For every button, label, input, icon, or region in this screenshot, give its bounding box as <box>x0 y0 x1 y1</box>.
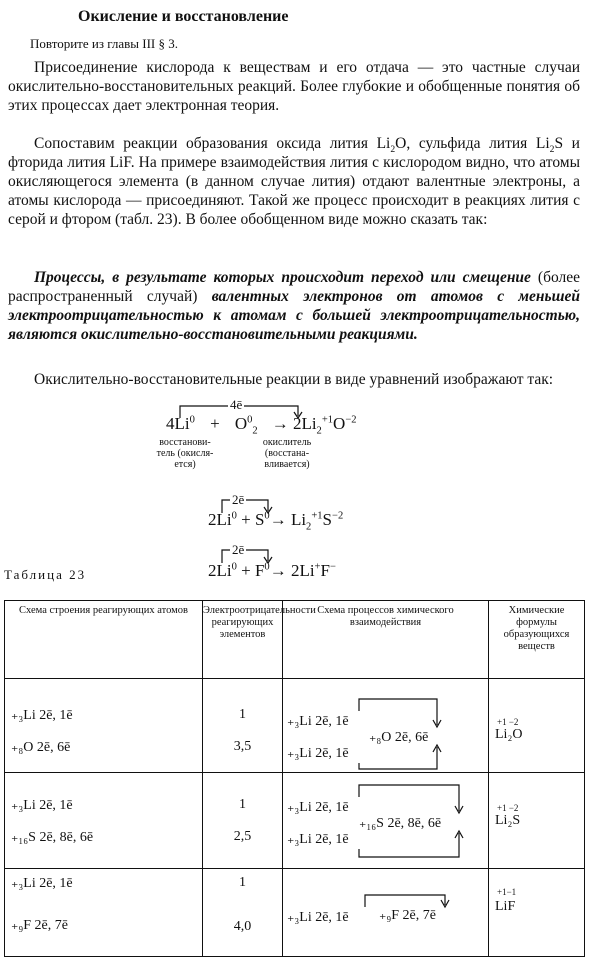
paragraph-1: Присоединение кислорода к веществам и его отдача — это частные случаи окислительно-восстановительных реакций. Более глубокие и обобщенные понятия об этих процессах дает электронная теория. <box>8 59 580 114</box>
paragraph-2: Сопоставим реакции образования оксида лития $Li_2O$, сульфида лития $Li_2S$ и фторида лития LiF. На примере взаимодействия лития с кислородом видно, что атомы окисляющегося элемента (в данном случае лития) отдают валентные электроны, а атомы кислорода — присоединяют. Такой же процесс происходит в реакциях лития с серой и фтором (табл. 23). В более обобщенном виде можно сказать так: <box>8 135 580 228</box>
formula-lif: LiF <box>495 899 516 914</box>
header-electronegativity: Электроотрицательности реагирующих элементов <box>203 601 283 679</box>
formula-charges: +1 −2 <box>497 717 519 727</box>
en-value: 2,5 <box>233 829 252 844</box>
en-value: 1 <box>239 707 246 722</box>
transfer-label-1: 4ē <box>230 397 243 412</box>
en-value: 3,5 <box>233 739 252 754</box>
process-line: ₊₈O 2ē, 6ē <box>369 730 429 745</box>
paragraph-4: Окислительно-восстановительные реакции в виде уравнений изображают так: <box>34 371 554 388</box>
equation-1: $4Li^0 + O^0_2 \to 2Li_2^{+1}O^{-2}$ <box>166 414 357 437</box>
en-value: 1 <box>239 875 246 890</box>
definition-paragraph: Процессы, в результате которых происходит переход или смещение (более распространенный случай) валентных электронов от атомов с меньшей электроотрицательностью к атомам с большей электроотрицательностью, являются окислительно-восстановительными реакциями. <box>8 269 580 343</box>
process-line: ₊₁₆S 2ē, 8ē, 6ē <box>359 816 442 831</box>
table-header-row <box>5 601 585 679</box>
section-title: Окисление и восстановление <box>78 8 289 25</box>
equation-2: $2Li^0 + S^0\to Li_2^{+1}S^{-2}$ <box>208 510 344 533</box>
formula-charges: +1−1 <box>497 887 517 897</box>
atom-line: ₊₃Li 2ē, 1ē <box>11 798 73 813</box>
process-line: ₊₃Li 2ē, 1ē <box>287 800 349 815</box>
formula-li2o: Li₂O <box>495 727 523 742</box>
caption-reducer: восстанови- тель (окисля- ется) <box>156 437 214 470</box>
table-row <box>5 679 585 773</box>
atom-line: ₊₈O 2ē, 6ē <box>11 740 71 755</box>
table-row <box>5 773 585 869</box>
formula-charges: +1 −2 <box>497 803 519 813</box>
process-line: ₊₃Li 2ē, 1ē <box>287 910 349 925</box>
en-value: 4,0 <box>233 919 252 934</box>
table-23 <box>4 600 585 957</box>
process-line: ₊₃Li 2ē, 1ē <box>287 746 349 761</box>
header-atom-structure: Схема строения реагирующих атомов <box>5 601 203 679</box>
atom-line: ₊₃Li 2ē, 1ē <box>11 876 73 891</box>
transfer-label-2: 2ē <box>232 492 245 507</box>
repeat-note: Повторите из главы III § 3. <box>30 36 179 51</box>
equation-3: $2Li^0 + F^0\to 2Li^+F^-$ <box>208 561 336 580</box>
caption-oxidizer: окислитель (восстана- вливается) <box>262 437 312 470</box>
process-line: ₊₃Li 2ē, 1ē <box>287 832 349 847</box>
header-process-scheme: Схема процессов химического взаимодействия <box>283 601 489 679</box>
process-line: ₊₉F 2ē, 7ē <box>379 908 436 923</box>
atom-line: ₊₉F 2ē, 7ē <box>11 918 68 933</box>
process-arrows <box>283 679 489 773</box>
header-formulas: Химические формулы образующихся веществ <box>489 601 585 679</box>
process-line: ₊₃Li 2ē, 1ē <box>287 714 349 729</box>
atom-line: ₊₃Li 2ē, 1ē <box>11 708 73 723</box>
formula-li2s: Li₂S <box>495 813 521 828</box>
table-row <box>5 869 585 957</box>
atom-line: ₊₁₆S 2ē, 8ē, 6ē <box>11 830 94 845</box>
en-value: 1 <box>239 797 246 812</box>
process-arrows <box>283 869 489 957</box>
process-arrows <box>283 773 489 869</box>
table-caption: Таблица 23 <box>4 567 87 582</box>
transfer-label-3: 2ē <box>232 542 245 557</box>
